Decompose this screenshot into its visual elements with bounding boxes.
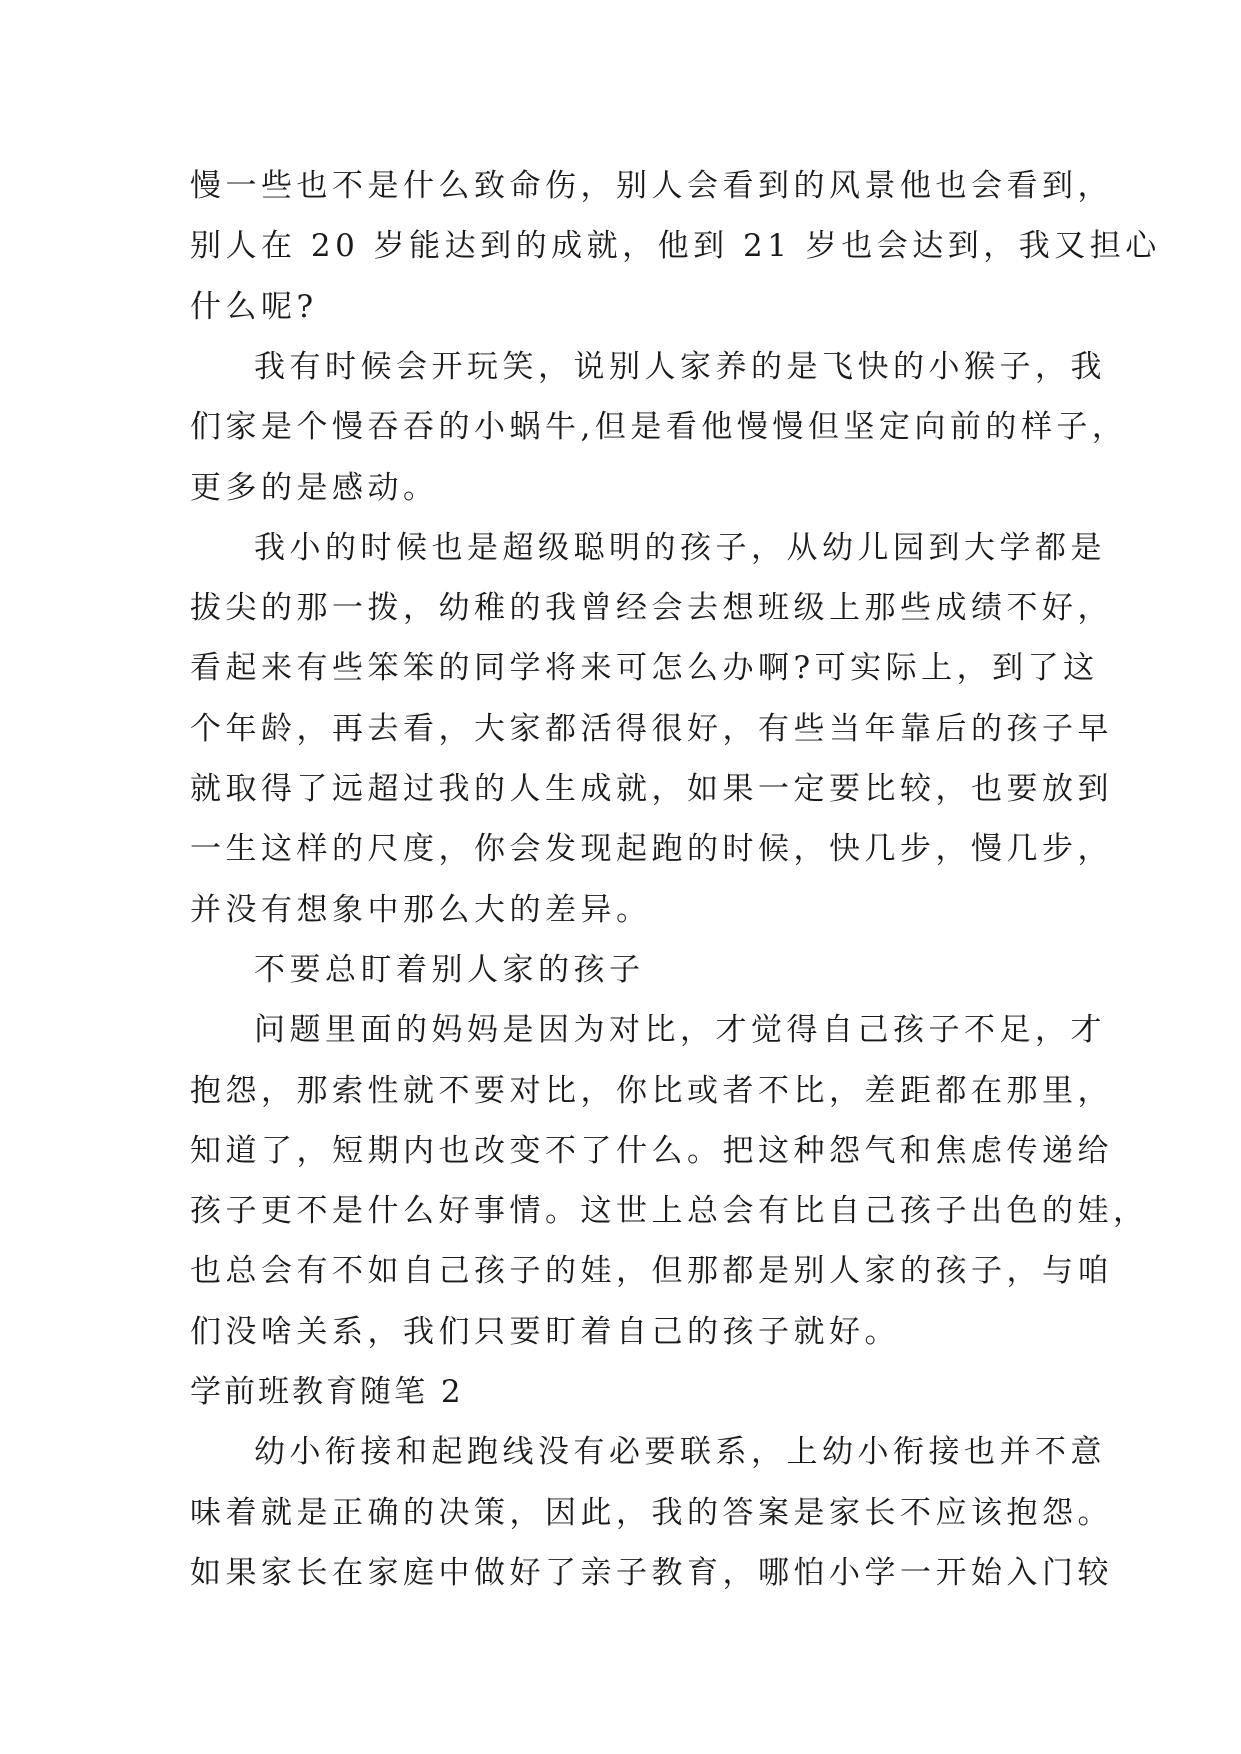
text-line: 不要总盯着别人家的孩子: [254, 952, 645, 988]
text-line: 看起来有些笨笨的同学将来可怎么办啊?可实际上，到了这: [190, 650, 1099, 686]
section-heading: 学前班教育随笔 2: [190, 1374, 464, 1410]
text-line: 并没有想象中那么大的差异。: [190, 892, 652, 928]
text-line: 就取得了远超过我的人生成就，如果一定要比较，也要放到: [190, 771, 1113, 807]
text-line: 更多的是感动。: [190, 470, 439, 506]
text-line: 问题里面的妈妈是因为对比，才觉得自己孩子不足，才: [254, 1012, 1106, 1048]
text-line: 抱怨，那索性就不要对比，你比或者不比，差距都在那里，: [190, 1073, 1113, 1109]
text-line: 知道了，短期内也改变不了什么。把这种怨气和焦虑传递给: [190, 1133, 1113, 1169]
text-line: 慢一些也不是什么致命伤，别人会看到的风景他也会看到，: [190, 168, 1113, 204]
text-line: 孩子更不是什么好事情。这世上总会有比自己孩子出色的娃，: [190, 1193, 1149, 1229]
text-line: 们家是个慢吞吞的小蜗牛,但是看他慢慢但坚定向前的样子，: [190, 409, 1128, 445]
text-line: 味着就是正确的决策，因此，我的答案是家长不应该抱怨。: [190, 1495, 1113, 1531]
text-line: 们没啥关系，我们只要盯着自己的孩子就好。: [190, 1314, 900, 1350]
text-line: 一生这样的尺度，你会发现起跑的时候，快几步，慢几步，: [190, 831, 1113, 867]
text-line: 也总会有不如自己孩子的娃，但那都是别人家的孩子，与咱: [190, 1253, 1113, 1289]
text-line: 幼小衔接和起跑线没有必要联系，上幼小衔接也并不意: [254, 1434, 1106, 1470]
text-line: 别人在 20 岁能达到的成就，他到 21 岁也会达到，我又担心: [190, 228, 1161, 264]
text-line: 如果家长在家庭中做好了亲子教育，哪怕小学一开始入门较: [190, 1555, 1113, 1591]
text-line: 我有时候会开玩笑，说别人家养的是飞快的小猴子，我: [254, 349, 1106, 385]
text-line: 个年龄，再去看，大家都活得很好，有些当年靠后的孩子早: [190, 711, 1113, 747]
text-line: 拔尖的那一拨，幼稚的我曾经会去想班级上那些成绩不好，: [190, 590, 1113, 626]
text-line: 我小的时候也是超级聪明的孩子，从幼儿园到大学都是: [254, 530, 1106, 566]
text-line: 什么呢?: [190, 289, 318, 325]
